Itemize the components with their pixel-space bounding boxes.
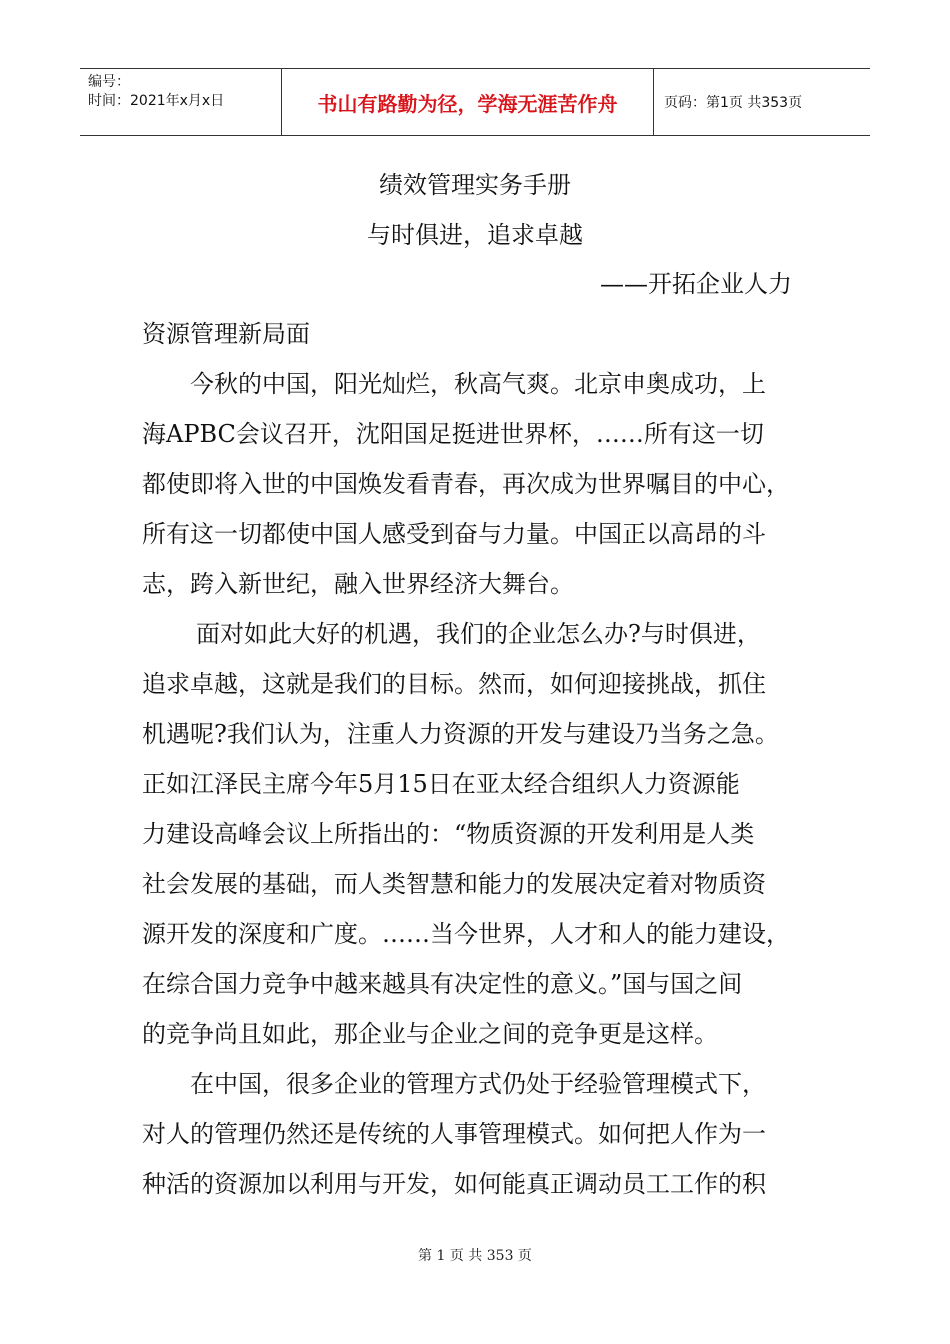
header-number-label: 编号：: [88, 74, 130, 90]
body-line: 社会发展的基础，而人类智慧和能力的发展决定着对物质资: [142, 870, 766, 898]
body-line: 的竞争尚且如此，那企业与企业之间的竞争更是这样。: [142, 1020, 718, 1048]
body-line: 所有这一切都使中国人感受到奋与力量。中国正以高昂的斗: [142, 520, 766, 548]
page-footer: 第 1 页 共 353 页: [418, 1248, 532, 1264]
body-line: 面对如此大好的机遇，我们的企业怎么办?与时俱进，: [196, 620, 761, 648]
body-line: 都使即将入世的中国焕发看青春，再次成为世界嘱目的中心，: [142, 470, 790, 498]
document-subtitle-line-1: ——开拓企业人力: [600, 270, 792, 298]
header-motto: 书山有路勤为径，学海无涯苦作舟: [282, 69, 654, 135]
body-line: 海APBC会议召开，沈阳国足挺进世界杯，……所有这一切: [142, 420, 764, 448]
document-slogan: 与时俱进，追求卓越: [367, 221, 583, 249]
body-line: 种活的资源加以利用与开发，如何能真正调动员工工作的积: [142, 1170, 766, 1198]
body-line: 追求卓越，这就是我们的目标。然而，如何迎接挑战，抓住: [142, 670, 766, 698]
header-meta: [80, 69, 282, 135]
body-line: 对人的管理仍然还是传统的人事管理模式。如何把人作为一: [142, 1120, 766, 1148]
body-line: 正如江泽民主席今年5月15日在亚太经合组织人力资源能: [142, 770, 740, 798]
body-line: 在综合国力竞争中越来越具有决定性的意义。”国与国之间: [142, 970, 743, 998]
header-page-info: 页码：第1页 共353页: [664, 95, 803, 111]
document-subtitle-line-2: 资源管理新局面: [142, 320, 310, 348]
body-line: 源开发的深度和广度。……当今世界，人才和人的能力建设，: [142, 920, 790, 948]
document-header: [80, 68, 870, 136]
body-line: 志，跨入新世纪，融入世界经济大舞台。: [142, 570, 574, 598]
body-line: 力建设高峰会议上所指出的：“物质资源的开发利用是人类: [142, 820, 755, 848]
body-line: 机遇呢?我们认为，注重人力资源的开发与建设乃当务之急。: [142, 720, 779, 748]
header-date: 时间：2021年x月x日: [88, 93, 225, 109]
document-title: 绩效管理实务手册: [379, 171, 571, 199]
body-line: 在中国，很多企业的管理方式仍处于经验管理模式下，: [190, 1070, 766, 1098]
body-line: 今秋的中国，阳光灿烂，秋高气爽。北京申奥成功，上: [190, 370, 766, 398]
